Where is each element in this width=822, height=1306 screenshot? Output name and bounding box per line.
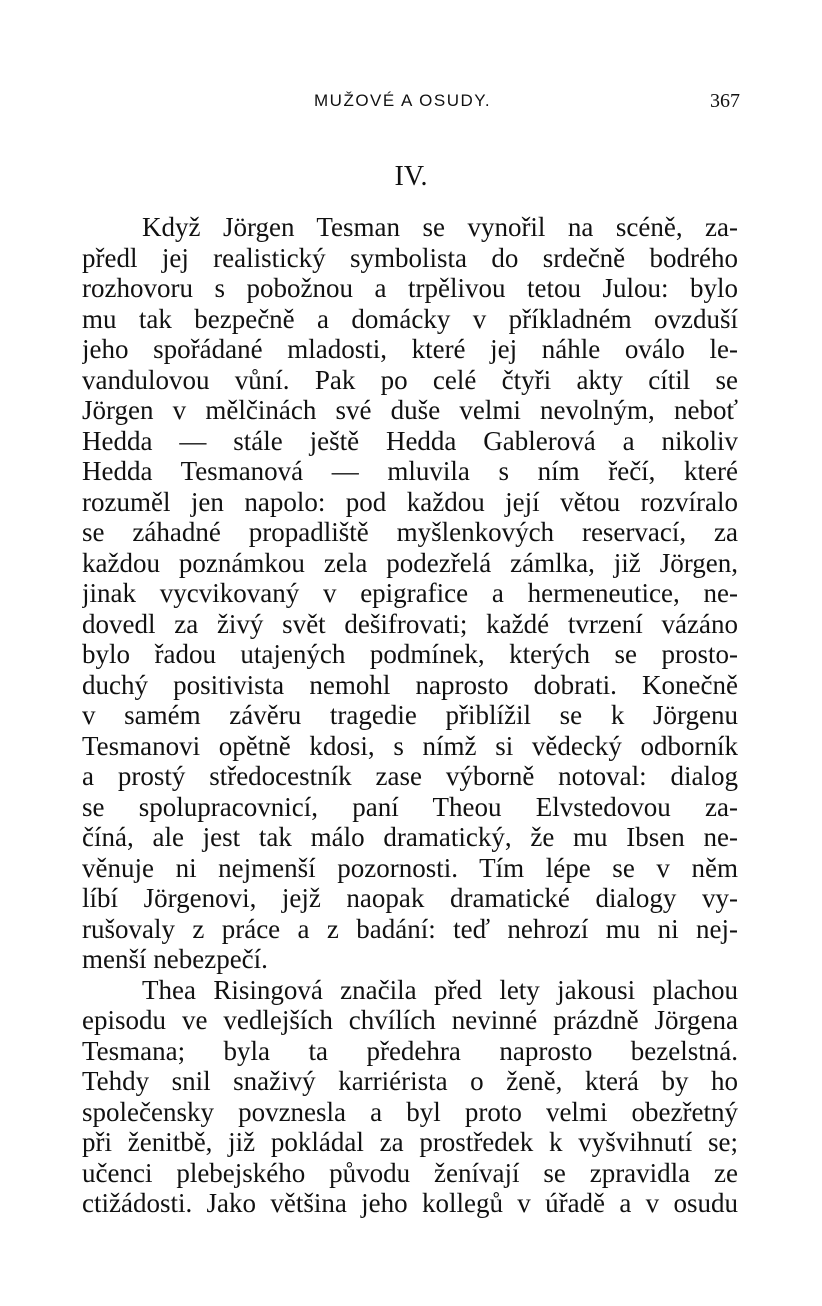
text-line: Hedda — stále ještě Hedda Gablerová a nikoliv: [82, 425, 738, 456]
text-line: líbí Jörgenovi, jejž naopak dramatické dialogy vy-: [82, 883, 738, 913]
text-line: se spolupracovnicí, paní Theou Elvstedovou za-: [82, 791, 738, 822]
text-line: dovedl za živý svět dešifrovati; každé tvrzení vázáno: [82, 608, 738, 639]
paragraph-2: [82, 975, 738, 1219]
text-line: společensky povznesla a byl proto velmi obezřetný: [82, 1096, 738, 1127]
text-line: duchý positivista nemohl naprosto dobrati. Konečně: [82, 669, 738, 700]
text-line: mu tak bezpečně a domácky v příkladném ovzduší: [82, 303, 738, 334]
text-line: Tesmanovi opětně kdosi, s nímž si vědecký odborník: [82, 730, 738, 761]
text-line: menší nebezpečí.: [82, 944, 268, 974]
text-line: se záhadné propadliště myšlenkových reservací, za: [82, 517, 738, 547]
text-line: věnuje ni nejmenší pozornosti. Tím lépe se v něm: [82, 852, 738, 883]
text-line: jinak vycvikovaný v epigrafice a hermeneutice, ne-: [82, 578, 738, 608]
text-line: učenci plebejského původu ženívají se zpravidla ze: [82, 1157, 738, 1188]
body-text: [82, 212, 738, 1219]
running-head: MUŽOVÉ A OSUDY.: [314, 91, 492, 110]
text-line: Tehdy snil snaživý karriérista o ženě, která by ho: [82, 1066, 738, 1096]
text-line: rušovaly z práce a z badání: teď nehrozí mu ni nej-: [82, 913, 738, 944]
text-line: Když Jörgen Tesman se vynořil na scéně, za-: [142, 212, 738, 242]
page-number: 367: [710, 90, 740, 112]
text-line: episodu ve vedlejších chvílích nevinné prázdně Jörgena: [82, 1005, 738, 1035]
text-line: jeho spořádané mladosti, které jej náhle oválo le-: [82, 334, 738, 364]
text-line: číná, ale jest tak málo dramatický, že mu Ibsen ne-: [82, 822, 738, 852]
text-line: Thea Risingová značila před lety jakousi plachou: [142, 974, 738, 1005]
text-line: při ženitbě, již pokládal za prostředek k vyšvihnutí se;: [82, 1127, 738, 1157]
text-line: rozhovoru s pobožnou a trpělivou tetou Julou: bylo: [82, 273, 738, 303]
text-line: v samém závěru tragedie přiblížil se k Jörgenu: [82, 700, 738, 730]
text-line: bylo řadou utajených podmínek, kterých se prosto-: [82, 639, 738, 669]
text-line: předl jej realistický symbolista do srdečně bodrého: [82, 242, 738, 273]
text-line: Hedda Tesmanová — mluvila s ním řečí, které: [82, 456, 738, 486]
text-line: rozuměl jen napolo: pod každou její větou rozvíralo: [82, 486, 738, 517]
page-header: [82, 88, 740, 118]
text-line: Jörgen v mělčinách své duše velmi nevolným, neboť: [82, 395, 738, 425]
chapter-heading: IV.: [394, 161, 428, 192]
text-line: a prostý středocestník zase výborně notoval: dialog: [82, 761, 738, 791]
text-line: ctižádosti. Jako většina jeho kollegů v úřadě a v osudu: [82, 1188, 738, 1218]
paragraph-1: [82, 212, 738, 975]
text-line: Tesmana; byla ta předehra naprosto bezelstná.: [82, 1035, 738, 1066]
text-line: vandulovou vůní. Pak po celé čtyři akty cítil se: [82, 364, 738, 395]
text-line: každou poznámkou zela podezřelá zámlka, již Jörgen,: [82, 547, 738, 578]
